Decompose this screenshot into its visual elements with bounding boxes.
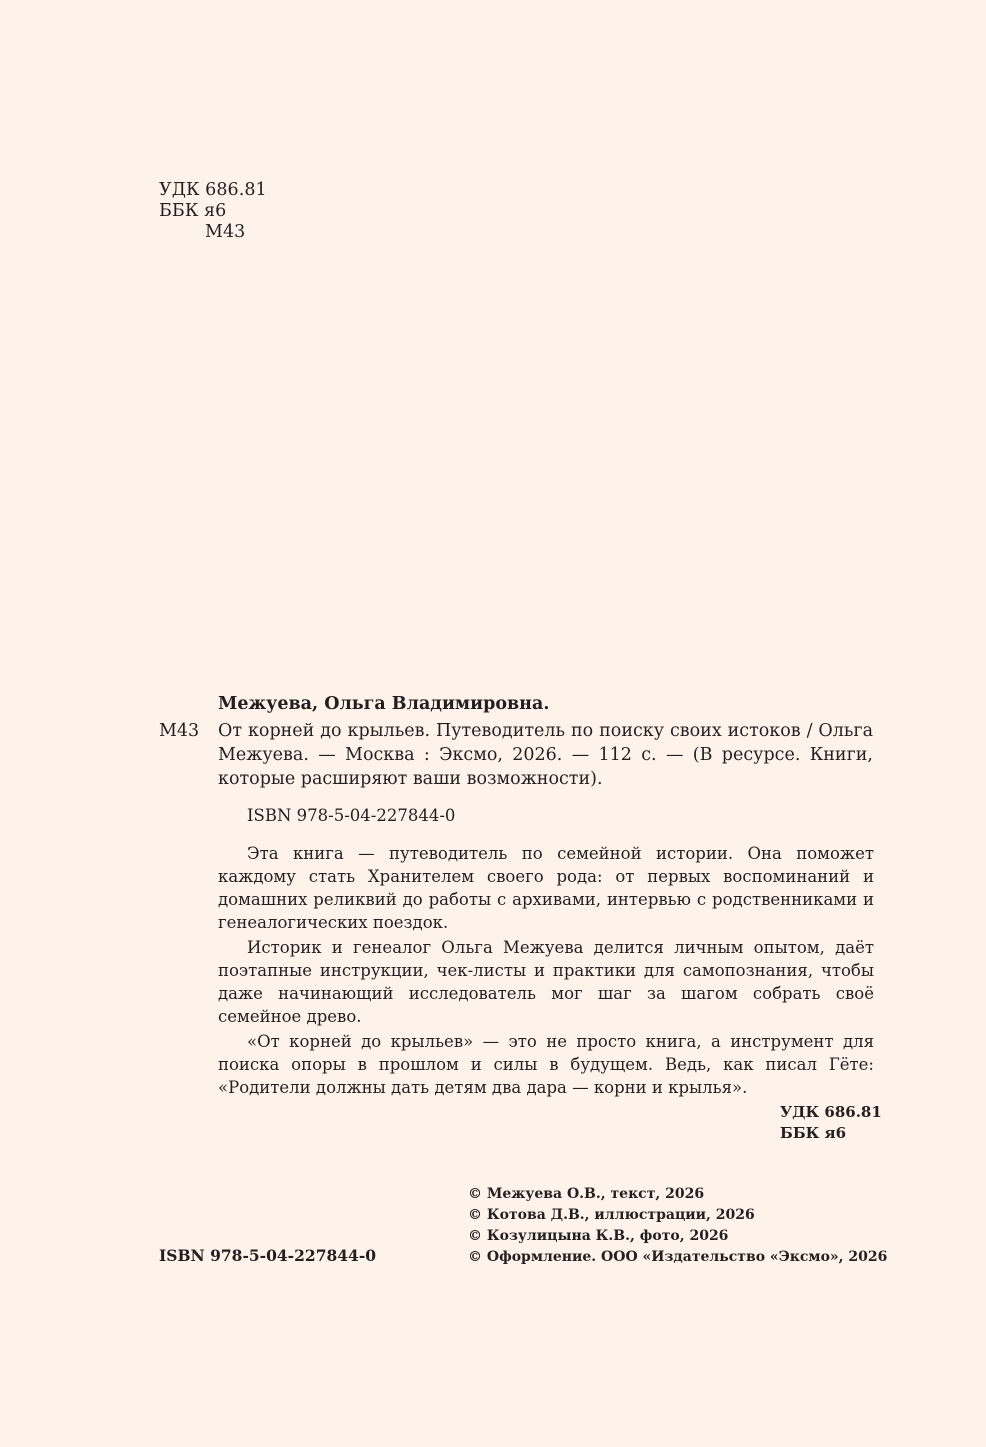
author-mark: М43 [205, 222, 246, 242]
copyright-line: © Козулицына К.В., фото, 2026 [468, 1228, 729, 1244]
annotation-paragraph: Историк и генеалог Ольга Межуева делится личным опытом, даёт поэтапные инструкции, чек-листы и практики для самопознания, чтобы даже начинающий исследователь мог шаг за шагом собрать своё семейное древо. [218, 938, 874, 1026]
bibliographic-description: От корней до крыльев. Путеводитель по поиску своих истоков / Ольга Межуева. — Москва : Эксмо, 2026. — 112 с. — (В ресурсе. Книги, которые расширяют ваши возможности). [218, 721, 873, 789]
annotation-paragraph: Эта книга — путеводитель по семейной истории. Она поможет каждому стать Хранителем своего рода: от первых воспоминаний и домашних реликвий до работы с архивами, интервью с родственниками и генеалогических поездок. [218, 844, 874, 932]
author-heading: Межуева, Ольга Владимировна. [218, 694, 550, 714]
copyright-line: © Оформление. ООО «Издательство «Эксмо», 2026 [468, 1249, 888, 1265]
bottom-classification-codes [780, 1102, 882, 1144]
udk-code: УДК 686.81 [159, 180, 267, 200]
isbn-bottom: ISBN 978-5-04-227844-0 [159, 1246, 377, 1265]
author-mark-left: М43 [159, 721, 200, 741]
udk-code-bottom: УДК 686.81 [780, 1103, 882, 1121]
copyright-line: © Межуева О.В., текст, 2026 [468, 1186, 705, 1202]
annotation-paragraph: «От корней до крыльев» — это не просто книга, а инструмент для поиска опоры в прошлом и силы в будущем. Ведь, как писал Гёте: «Родители должны дать детям два дара — корни и крылья». [218, 1032, 874, 1097]
bbk-code: ББК я6 [159, 201, 227, 221]
top-classification-codes [159, 180, 267, 243]
annotation [218, 842, 874, 1101]
copyright-block [468, 1184, 887, 1268]
isbn-line: ISBN 978-5-04-227844-0 [247, 806, 456, 825]
copyright-line: © Котова Д.В., иллюстрации, 2026 [468, 1207, 755, 1223]
bbk-code-bottom: ББК я6 [780, 1124, 847, 1142]
